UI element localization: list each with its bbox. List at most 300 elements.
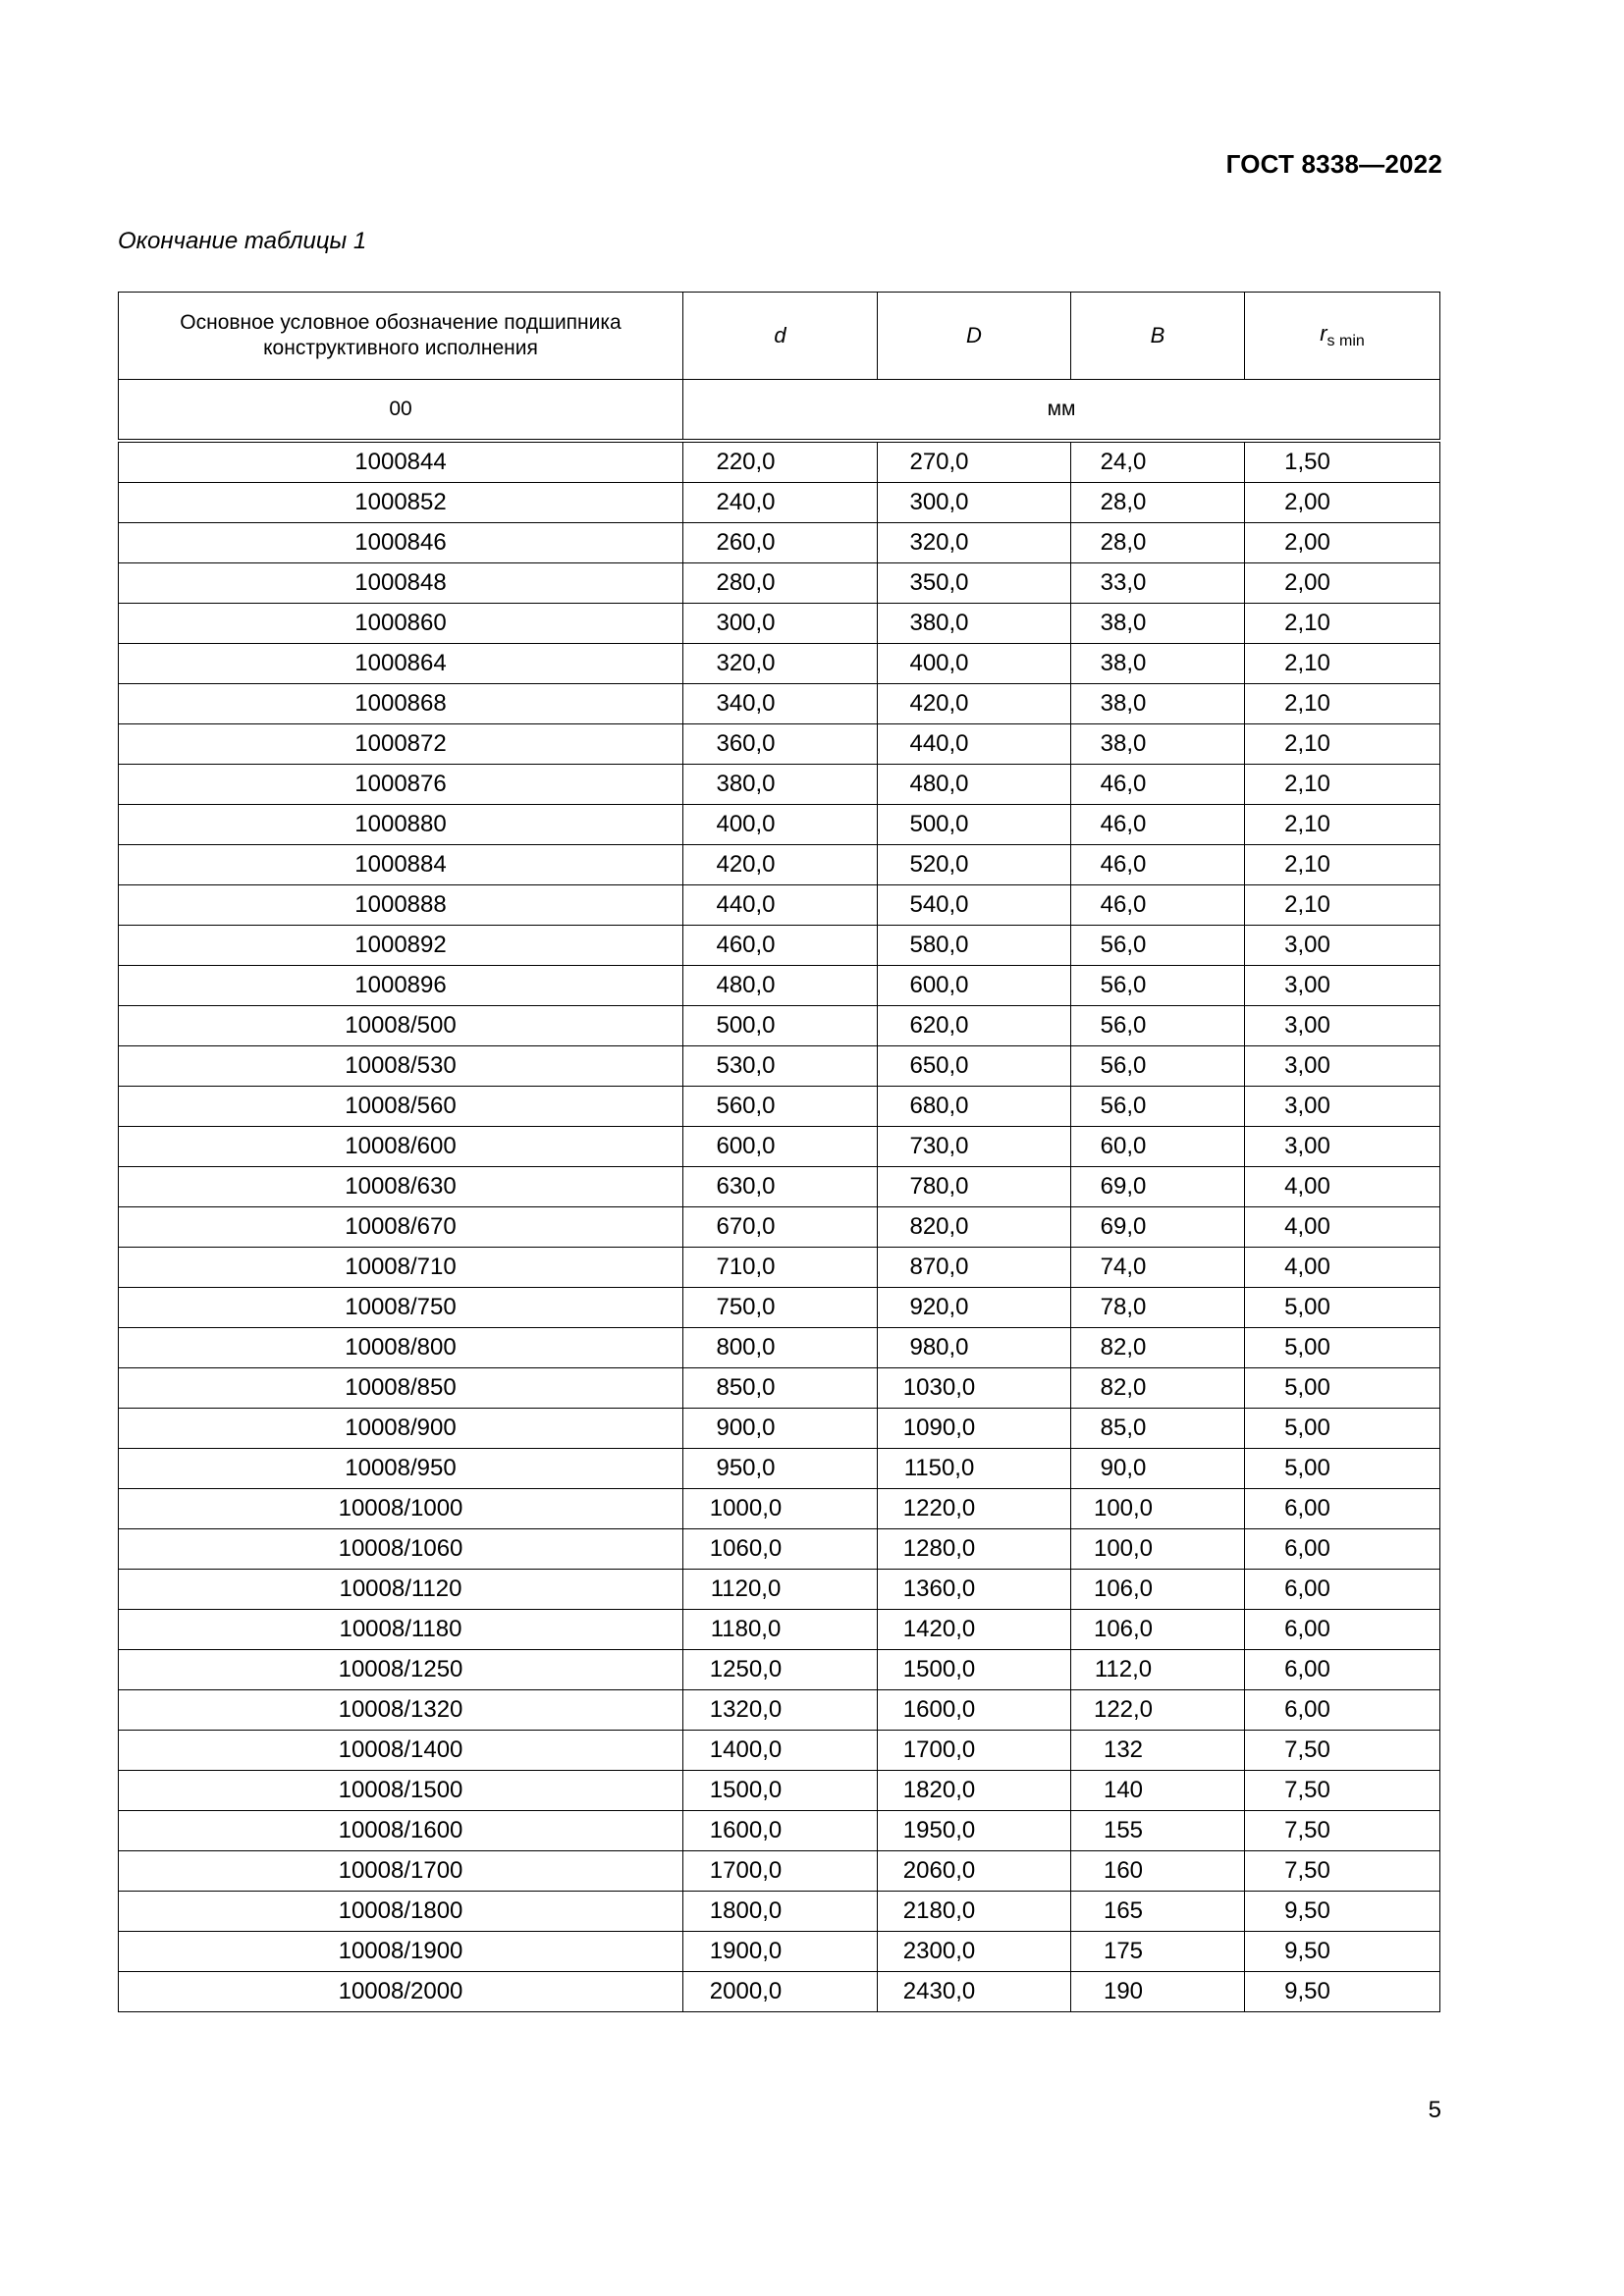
r-cell-value: 5,00: [1284, 1334, 1330, 1361]
d-cell: [683, 1811, 878, 1851]
B-cell: [1071, 885, 1245, 926]
B-cell-value: 175: [1103, 1938, 1144, 1964]
d-cell-value: 500,0: [716, 1012, 776, 1039]
table-row: [119, 845, 1440, 885]
D-cell-value: 730,0: [909, 1133, 969, 1159]
D-cell-value: 1600,0: [902, 1696, 976, 1723]
d-cell: [683, 966, 878, 1006]
r-cell: [1245, 563, 1440, 604]
B-cell: [1071, 1127, 1245, 1167]
D-cell-value: 2300,0: [902, 1938, 976, 1964]
B-cell-value: 100,0: [1093, 1535, 1154, 1562]
r-cell-value: 6,00: [1284, 1575, 1330, 1602]
designation-cell: 10008/670: [119, 1207, 683, 1248]
D-cell-value: 1220,0: [902, 1495, 976, 1522]
table-row: [119, 805, 1440, 845]
d-cell-value: 320,0: [716, 650, 776, 676]
designation-cell: 10008/1120: [119, 1570, 683, 1610]
D-cell: [878, 1811, 1071, 1851]
d-cell-value: 1400,0: [709, 1736, 783, 1763]
d-cell: [683, 1529, 878, 1570]
table-row: [119, 1932, 1440, 1972]
d-cell: [683, 1449, 878, 1489]
d-cell-value: 360,0: [716, 730, 776, 757]
d-cell-value: 300,0: [716, 610, 776, 636]
d-cell: [683, 1207, 878, 1248]
d-cell: [683, 724, 878, 765]
designation-cell: 10008/1180: [119, 1610, 683, 1650]
D-cell: [878, 1127, 1071, 1167]
r-cell: [1245, 1046, 1440, 1087]
table-row: [119, 1851, 1440, 1892]
d-cell: [683, 1650, 878, 1690]
D-cell: [878, 1046, 1071, 1087]
B-cell-value: 28,0: [1100, 529, 1147, 556]
D-cell: [878, 885, 1071, 926]
r-cell: [1245, 1127, 1440, 1167]
B-cell-value: 46,0: [1100, 771, 1147, 797]
d-cell: [683, 1248, 878, 1288]
r-cell-value: 3,00: [1284, 1012, 1330, 1039]
column-header-r-smin: [1245, 293, 1440, 380]
d-cell-value: 1250,0: [709, 1656, 783, 1682]
designation-cell: 10008/1800: [119, 1892, 683, 1932]
designation-cell: 10008/1320: [119, 1690, 683, 1731]
D-cell-value: 680,0: [909, 1093, 969, 1119]
B-cell-value: 85,0: [1100, 1415, 1147, 1441]
B-cell: [1071, 1087, 1245, 1127]
r-cell: [1245, 1811, 1440, 1851]
B-cell-value: 190: [1103, 1978, 1144, 2004]
d-cell: [683, 684, 878, 724]
r-cell-value: 2,10: [1284, 690, 1330, 717]
r-cell-value: 4,00: [1284, 1254, 1330, 1280]
D-cell: [878, 1972, 1071, 2012]
D-cell: [878, 765, 1071, 805]
D-cell: [878, 926, 1071, 966]
designation-cell: 10008/710: [119, 1248, 683, 1288]
d-cell: [683, 1167, 878, 1207]
r-cell: [1245, 765, 1440, 805]
B-cell: [1071, 1892, 1245, 1932]
header-row: [119, 293, 1440, 380]
r-cell-value: 3,00: [1284, 1133, 1330, 1159]
r-cell-value: 9,50: [1284, 1938, 1330, 1964]
D-cell: [878, 805, 1071, 845]
d-cell: [683, 563, 878, 604]
table-row: [119, 1368, 1440, 1409]
d-cell: [683, 1087, 878, 1127]
B-cell: [1071, 1006, 1245, 1046]
r-cell: [1245, 441, 1440, 483]
designation-cell: 1000860: [119, 604, 683, 644]
r-cell-value: 2,10: [1284, 811, 1330, 837]
designation-cell: 1000892: [119, 926, 683, 966]
D-cell-value: 300,0: [909, 489, 969, 515]
D-cell-value: 580,0: [909, 932, 969, 958]
d-cell: [683, 1731, 878, 1771]
r-cell: [1245, 1892, 1440, 1932]
D-cell-value: 1950,0: [902, 1817, 976, 1843]
D-cell-value: 650,0: [909, 1052, 969, 1079]
D-cell: [878, 1489, 1071, 1529]
D-cell: [878, 563, 1071, 604]
r-cell-value: 5,00: [1284, 1294, 1330, 1320]
D-cell-value: 1700,0: [902, 1736, 976, 1763]
d-cell-value: 280,0: [716, 569, 776, 596]
d-cell-value: 480,0: [716, 972, 776, 998]
d-cell: [683, 1127, 878, 1167]
designation-cell: 10008/500: [119, 1006, 683, 1046]
D-cell-value: 350,0: [909, 569, 969, 596]
D-cell-value: 540,0: [909, 891, 969, 918]
d-cell-value: 420,0: [716, 851, 776, 878]
table-row: [119, 1529, 1440, 1570]
d-cell: [683, 885, 878, 926]
r-cell-value: 6,00: [1284, 1696, 1330, 1723]
B-cell: [1071, 926, 1245, 966]
B-cell: [1071, 441, 1245, 483]
r-cell: [1245, 684, 1440, 724]
table-row: [119, 1610, 1440, 1650]
D-cell-value: 600,0: [909, 972, 969, 998]
B-cell-value: 28,0: [1100, 489, 1147, 515]
table-row: [119, 483, 1440, 523]
d-cell: [683, 1972, 878, 2012]
r-cell: [1245, 1851, 1440, 1892]
designation-cell: 10008/1060: [119, 1529, 683, 1570]
D-cell-value: 920,0: [909, 1294, 969, 1320]
designation-cell: 1000844: [119, 441, 683, 483]
B-cell: [1071, 1650, 1245, 1690]
D-cell-value: 1280,0: [902, 1535, 976, 1562]
d-cell: [683, 1892, 878, 1932]
r-cell: [1245, 1368, 1440, 1409]
table-row: [119, 765, 1440, 805]
B-cell-value: 56,0: [1100, 1093, 1147, 1119]
designation-cell: 10008/630: [119, 1167, 683, 1207]
r-cell-value: 6,00: [1284, 1656, 1330, 1682]
B-cell: [1071, 1368, 1245, 1409]
table-row: [119, 604, 1440, 644]
r-cell-value: 2,00: [1284, 569, 1330, 596]
B-cell: [1071, 1690, 1245, 1731]
table-row: [119, 1449, 1440, 1489]
d-cell: [683, 765, 878, 805]
D-cell-value: 400,0: [909, 650, 969, 676]
D-cell: [878, 1570, 1071, 1610]
D-cell-value: 1420,0: [902, 1616, 976, 1642]
designation-cell: 10008/1250: [119, 1650, 683, 1690]
B-cell-value: 69,0: [1100, 1213, 1147, 1240]
d-cell-value: 440,0: [716, 891, 776, 918]
D-cell: [878, 1690, 1071, 1731]
r-cell: [1245, 1650, 1440, 1690]
B-cell-value: 56,0: [1100, 1052, 1147, 1079]
designation-cell: 1000876: [119, 765, 683, 805]
B-cell: [1071, 1409, 1245, 1449]
designation-cell: 10008/2000: [119, 1972, 683, 2012]
B-cell: [1071, 1529, 1245, 1570]
B-cell: [1071, 563, 1245, 604]
B-cell: [1071, 724, 1245, 765]
D-cell: [878, 724, 1071, 765]
D-cell: [878, 1288, 1071, 1328]
B-cell: [1071, 644, 1245, 684]
B-cell: [1071, 523, 1245, 563]
r-cell: [1245, 1167, 1440, 1207]
D-cell: [878, 1248, 1071, 1288]
r-cell: [1245, 724, 1440, 765]
d-cell-value: 670,0: [716, 1213, 776, 1240]
d-cell-value: 220,0: [716, 449, 776, 475]
D-cell: [878, 483, 1071, 523]
B-cell: [1071, 1167, 1245, 1207]
table-row: [119, 684, 1440, 724]
r-cell-value: 5,00: [1284, 1415, 1330, 1441]
D-cell: [878, 966, 1071, 1006]
d-cell: [683, 805, 878, 845]
D-cell: [878, 1328, 1071, 1368]
designation-cell: 10008/1700: [119, 1851, 683, 1892]
designation-cell: 10008/560: [119, 1087, 683, 1127]
designation-cell: 10008/1600: [119, 1811, 683, 1851]
B-cell-value: 160: [1103, 1857, 1144, 1884]
d-cell: [683, 1851, 878, 1892]
designation-cell: 1000884: [119, 845, 683, 885]
D-cell: [878, 644, 1071, 684]
D-cell-value: 500,0: [909, 811, 969, 837]
d-cell-value: 1320,0: [709, 1696, 783, 1723]
D-cell: [878, 1892, 1071, 1932]
table-row: [119, 1731, 1440, 1771]
B-cell-value: 46,0: [1100, 811, 1147, 837]
table-body: [119, 441, 1440, 2012]
B-cell-value: 46,0: [1100, 891, 1147, 918]
d-cell-value: 260,0: [716, 529, 776, 556]
r-cell-value: 3,00: [1284, 932, 1330, 958]
D-cell-value: 440,0: [909, 730, 969, 757]
r-cell: [1245, 1087, 1440, 1127]
r-cell-value: 7,50: [1284, 1817, 1330, 1843]
r-cell-value: 6,00: [1284, 1535, 1330, 1562]
r-cell: [1245, 1288, 1440, 1328]
d-cell-value: 1120,0: [710, 1575, 782, 1602]
r-cell: [1245, 1529, 1440, 1570]
d-cell-value: 1900,0: [709, 1938, 783, 1964]
table-row: [119, 644, 1440, 684]
D-cell-value: 870,0: [909, 1254, 969, 1280]
r-cell-value: 6,00: [1284, 1495, 1330, 1522]
D-cell: [878, 1529, 1071, 1570]
d-cell-value: 950,0: [716, 1455, 776, 1481]
r-cell: [1245, 885, 1440, 926]
B-cell: [1071, 483, 1245, 523]
designation-cell: 1000864: [119, 644, 683, 684]
D-cell: [878, 523, 1071, 563]
table-row: [119, 926, 1440, 966]
table-row: [119, 1570, 1440, 1610]
B-cell-value: 69,0: [1100, 1173, 1147, 1200]
r-cell-value: 4,00: [1284, 1173, 1330, 1200]
B-cell: [1071, 1449, 1245, 1489]
designation-cell: 10008/800: [119, 1328, 683, 1368]
d-cell-value: 900,0: [716, 1415, 776, 1441]
designation-cell: 1000880: [119, 805, 683, 845]
B-cell: [1071, 1731, 1245, 1771]
d-cell: [683, 926, 878, 966]
B-cell-value: 106,0: [1093, 1616, 1154, 1642]
B-cell: [1071, 1328, 1245, 1368]
table-row: [119, 1409, 1440, 1449]
D-cell-value: 320,0: [909, 529, 969, 556]
B-cell: [1071, 1489, 1245, 1529]
d-cell-value: 240,0: [716, 489, 776, 515]
r-symbol: r: [1320, 321, 1327, 346]
d-cell-value: 800,0: [716, 1334, 776, 1361]
r-cell-value: 7,50: [1284, 1777, 1330, 1803]
D-cell-value: 2430,0: [902, 1978, 976, 2004]
D-cell: [878, 1731, 1071, 1771]
D-cell: [878, 1409, 1071, 1449]
r-cell-value: 2,00: [1284, 489, 1330, 515]
B-cell-value: 78,0: [1100, 1294, 1147, 1320]
r-cell-value: 2,10: [1284, 771, 1330, 797]
d-cell-value: 1500,0: [709, 1777, 783, 1803]
d-cell: [683, 441, 878, 483]
D-cell: [878, 1006, 1071, 1046]
B-cell: [1071, 1248, 1245, 1288]
B-cell-value: 122,0: [1093, 1696, 1154, 1723]
d-cell-value: 1800,0: [709, 1897, 783, 1924]
designation-cell: 1000888: [119, 885, 683, 926]
B-cell: [1071, 1972, 1245, 2012]
d-cell-value: 530,0: [716, 1052, 776, 1079]
D-cell: [878, 1771, 1071, 1811]
r-cell: [1245, 644, 1440, 684]
table-row: [119, 1127, 1440, 1167]
B-cell-value: 33,0: [1100, 569, 1147, 596]
d-cell-value: 630,0: [716, 1173, 776, 1200]
D-cell: [878, 441, 1071, 483]
designation-cell: 10008/1500: [119, 1771, 683, 1811]
B-cell: [1071, 1851, 1245, 1892]
B-cell-value: 38,0: [1100, 650, 1147, 676]
D-cell: [878, 1851, 1071, 1892]
r-cell-value: 5,00: [1284, 1455, 1330, 1481]
r-cell: [1245, 604, 1440, 644]
table-row: [119, 563, 1440, 604]
d-cell-value: 560,0: [716, 1093, 776, 1119]
table-row: [119, 1811, 1440, 1851]
table-row: [119, 1771, 1440, 1811]
document-code: ГОСТ 8338—2022: [1225, 149, 1442, 179]
B-cell-value: 38,0: [1100, 690, 1147, 717]
D-cell-value: 780,0: [909, 1173, 969, 1200]
r-cell: [1245, 1328, 1440, 1368]
table-row: [119, 1650, 1440, 1690]
B-cell-value: 82,0: [1100, 1374, 1147, 1401]
designation-cell: 1000896: [119, 966, 683, 1006]
B-cell-value: 165: [1103, 1897, 1144, 1924]
column-header-D: D: [878, 293, 1071, 380]
r-cell: [1245, 1932, 1440, 1972]
designation-cell: 10008/1400: [119, 1731, 683, 1771]
d-cell: [683, 1046, 878, 1087]
B-cell-value: 38,0: [1100, 610, 1147, 636]
B-cell-value: 106,0: [1093, 1575, 1154, 1602]
r-cell-value: 6,00: [1284, 1616, 1330, 1642]
table-row: [119, 1892, 1440, 1932]
d-cell-value: 1700,0: [709, 1857, 783, 1884]
r-cell: [1245, 1610, 1440, 1650]
B-cell-value: 38,0: [1100, 730, 1147, 757]
designation-cell: 1000872: [119, 724, 683, 765]
B-cell-value: 155: [1103, 1817, 1144, 1843]
D-cell: [878, 1932, 1071, 1972]
B-cell-value: 60,0: [1100, 1133, 1147, 1159]
designation-cell: 1000852: [119, 483, 683, 523]
d-cell: [683, 644, 878, 684]
D-cell: [878, 1650, 1071, 1690]
d-cell: [683, 1368, 878, 1409]
B-cell: [1071, 1932, 1245, 1972]
B-cell-value: 74,0: [1100, 1254, 1147, 1280]
r-cell: [1245, 1207, 1440, 1248]
r-cell: [1245, 1006, 1440, 1046]
r-cell: [1245, 1690, 1440, 1731]
d-cell-value: 850,0: [716, 1374, 776, 1401]
D-cell-value: 1090,0: [902, 1415, 976, 1441]
d-cell-value: 340,0: [716, 690, 776, 717]
designation-cell: 10008/600: [119, 1127, 683, 1167]
unit-cell: мм: [683, 380, 1440, 442]
D-cell-value: 1820,0: [902, 1777, 976, 1803]
designation-cell: 10008/900: [119, 1409, 683, 1449]
r-cell-value: 4,00: [1284, 1213, 1330, 1240]
B-cell-value: 46,0: [1100, 851, 1147, 878]
r-cell: [1245, 1449, 1440, 1489]
r-subscript: s min: [1326, 333, 1365, 349]
D-cell-value: 1500,0: [902, 1656, 976, 1682]
B-cell-value: 56,0: [1100, 932, 1147, 958]
D-cell-value: 520,0: [909, 851, 969, 878]
d-cell: [683, 604, 878, 644]
designation-cell: 1000846: [119, 523, 683, 563]
r-cell: [1245, 1248, 1440, 1288]
d-cell: [683, 845, 878, 885]
B-cell-value: 90,0: [1100, 1455, 1147, 1481]
table-row: [119, 523, 1440, 563]
B-cell-value: 112,0: [1094, 1656, 1153, 1682]
D-cell: [878, 604, 1071, 644]
table-row: [119, 441, 1440, 483]
d-cell: [683, 1409, 878, 1449]
table-row: [119, 1328, 1440, 1368]
table-caption: Окончание таблицы 1: [118, 228, 367, 254]
r-cell-value: 3,00: [1284, 1093, 1330, 1119]
designation-cell: 1000868: [119, 684, 683, 724]
r-cell-value: 2,10: [1284, 610, 1330, 636]
r-cell: [1245, 1771, 1440, 1811]
B-cell: [1071, 1046, 1245, 1087]
D-cell: [878, 1368, 1071, 1409]
B-cell: [1071, 966, 1245, 1006]
d-cell-value: 380,0: [716, 771, 776, 797]
D-cell-value: 270,0: [909, 449, 969, 475]
d-cell-value: 1180,0: [710, 1616, 782, 1642]
designation-cell: 10008/950: [119, 1449, 683, 1489]
